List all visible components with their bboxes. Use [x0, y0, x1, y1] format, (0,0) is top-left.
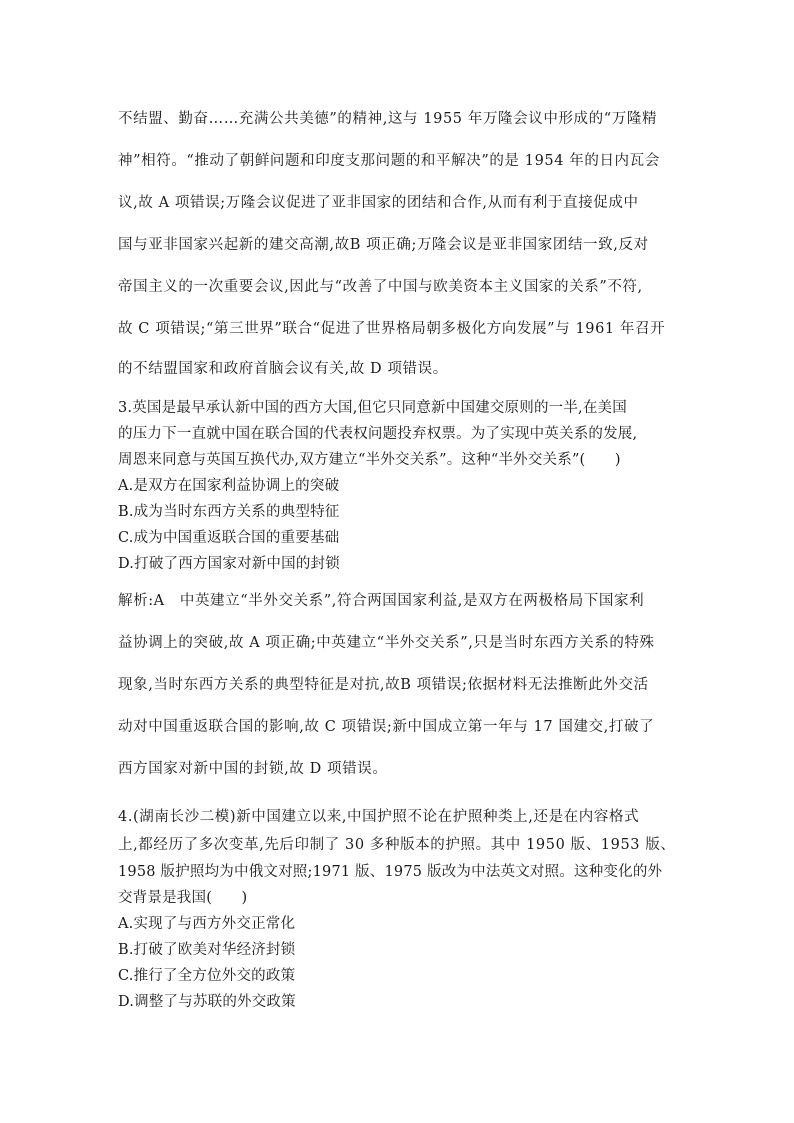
- explanation-3-line-2: 益协调上的突破,故 A 项正确;中英建立“半外交关系”,只是当时东西方关系的特殊: [118, 635, 655, 651]
- question-3-stem-line-2: 的压力下一直就中国在联合国的代表权问题投弃权票。为了实现中英关系的发展,: [118, 426, 638, 442]
- question-3-option-c: C.成为中国重返联合国的重要基础: [118, 530, 340, 546]
- explanation-3-line-1: 解析:A 中英建立“半外交关系”,符合两国国家利益,是双方在两极格局下国家利: [118, 593, 645, 609]
- question-4-stem-line-4: 交背景是我国( ): [118, 890, 248, 906]
- explanation-2-line-3: 议,故 A 项错误;万隆会议促进了亚非国家的团结和合作,从而有利于直接促成中: [118, 195, 639, 211]
- question-4-stem-line-3: 1958 版护照均为中俄文对照;1971 版、1975 版改为中法英文对照。这种变化的外: [118, 864, 663, 880]
- explanation-3-line-4: 动对中国重返联合国的影响,故 C 项错误;新中国成立第一年与 17 国建交,打破了: [118, 719, 655, 735]
- question-3-option-d: D.打破了西方国家对新中国的封锁: [118, 556, 340, 572]
- explanation-2-line-7: 的不结盟国家和政府首脑会议有关,故 D 项错误。: [118, 361, 448, 377]
- explanation-3-line-5: 西方国家对新中国的封锁,故 D 项错误。: [118, 761, 388, 777]
- explanation-3-line-3: 现象,当时东西方关系的典型特征是对抗,故B 项错误;依据材料无法推断此外交活: [118, 677, 649, 693]
- question-3-option-a: A.是双方在国家利益协调上的突破: [118, 478, 340, 494]
- explanation-2-line-2: 神”相符。“推动了朝鲜问题和印度支那问题的和平解决”的是 1954 年的日内瓦会: [118, 153, 660, 169]
- question-4-option-b: B.打破了欧美对华经济封锁: [118, 942, 296, 958]
- explanation-2-line-1: 不结盟、勤奋……充满公共美德”的精神,这与 1955 年万隆会议中形成的“万隆精: [118, 111, 658, 127]
- question-4-option-d: D.调整了与苏联的外交政策: [118, 994, 296, 1010]
- question-3-stem-line-3: 周恩来同意与英国互换代办,双方建立“半外交关系”。这种“半外交关系”( ): [118, 452, 621, 468]
- question-3-option-b: B.成为当时东西方关系的典型特征: [118, 504, 340, 520]
- question-4-option-c: C.推行了全方位外交的政策: [118, 968, 296, 984]
- question-4-option-a: A.实现了与西方外交正常化: [118, 916, 296, 932]
- explanation-2-line-4: 国与亚非国家兴起新的建交高潮,故B 项正确;万隆会议是亚非国家团结一致,反对: [118, 237, 649, 253]
- question-4-stem-line-2: 上,都经历了多次变革,先后印制了 30 多种版本的护照。其中 1950 版、1953 版、: [118, 837, 676, 853]
- explanation-2-line-5: 帝国主义的一次重要会议,因此与“改善了中国与欧美资本主义国家的关系”不符,: [118, 279, 643, 295]
- document-page: [118, 0, 680, 1123]
- question-3-stem-line-1: 3.英国是最早承认新中国的西方大国,但它只同意新中国建交原则的一半,在美国: [118, 400, 627, 416]
- explanation-2-line-6: 故 C 项错误;“第三世界”联合“促进了世界格局朝多极化方向发展”与 1961 年召开: [118, 321, 666, 337]
- question-4-stem-line-1: 4.(湖南长沙二模)新中国建立以来,中国护照不论在护照种类上,还是在内容格式: [118, 809, 640, 825]
